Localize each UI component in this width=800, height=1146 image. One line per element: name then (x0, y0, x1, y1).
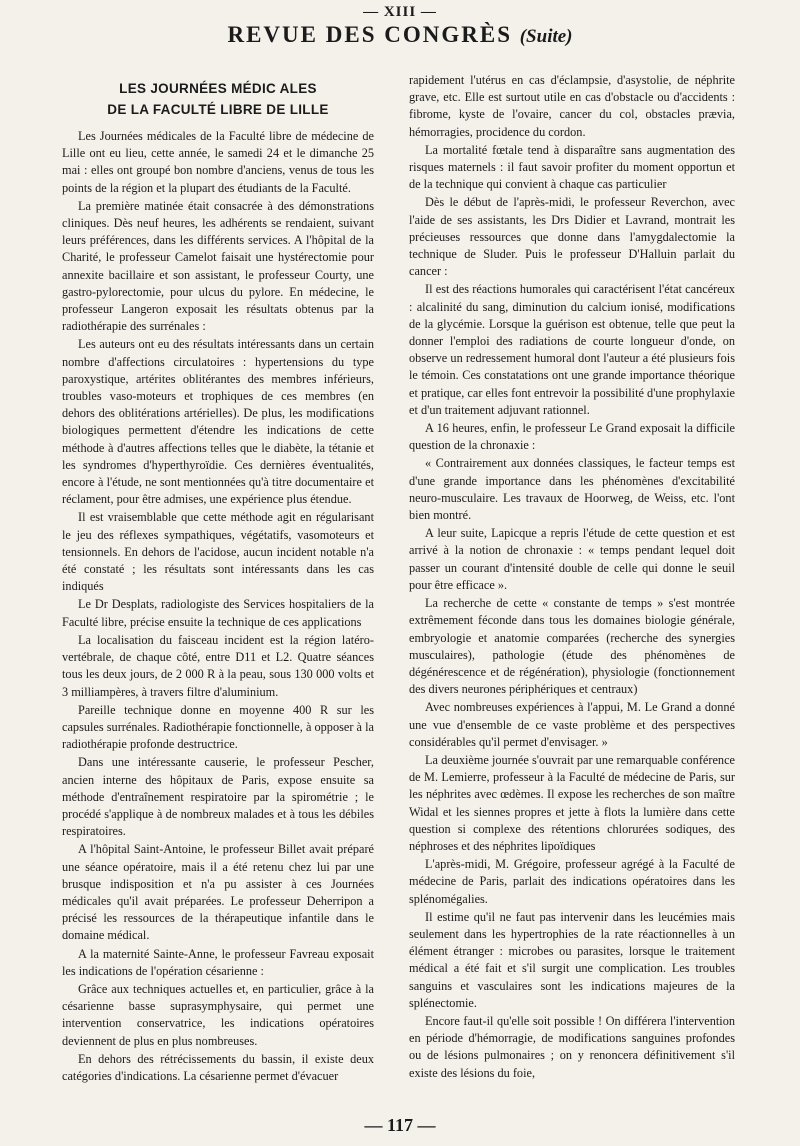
paragraph: Les Journées médicales de la Faculté libre de médecine de Lille ont eu lieu, cette année, le samedi 24 et le dimanche 25 mai : elles ont groupé bon nombre d'anciens, venus de tous les points de la région et la plupart des étudiants de la Faculté. (62, 129, 374, 195)
article-title-line1: LES JOURNÉES MÉDIC ALES (119, 81, 317, 96)
right-column (409, 72, 735, 1106)
paragraph: Les auteurs ont eu des résultats intéressants dans un certain nombre d'affections circulatoires : hypertensions du type paroxystique, artérites oblitérantes des membres inférieurs, troubles vaso-moteurs et trophiques de ces membres (en dehors des oblitérations artérielles). De plus, les modifications biologiques permettent d'étendre les indications de cette méthode à d'autres affections telles que le diabète, la tétanie et les syndromes d'hyperthyroïdie. Ces dernières éventualités, encore à l'étude, ne sont mentionnées qu'à titre documentaire et réclament, pour être admises, une expérience plus étendue. (62, 337, 374, 507)
left-column (62, 78, 374, 1106)
paragraph: En dehors des rétrécissements du bassin, il existe deux catégories d'indications. La césarienne permet d'évacuer (62, 1051, 374, 1083)
paragraph: La recherche de cette « constante de temps » s'est montrée extrêmement féconde dans tous les domaines biologie générale, embryologie et anatomie comparées (recherche des synergies musculaires), pathologie (étude des phénomènes de dégénérescence et de régénération), physiologie (fonctionnement des divers neurones périphériques et centraux) (409, 596, 735, 697)
paragraph: La deuxième journée s'ouvrait par une remarquable conférence de M. Lemierre, professeur à la Faculté de médecine de Paris, sur les néphrites avec œdèmes. Il expose les recherches de son maître Widal et les siennes propres et jette à flots la lumière dans cette question si complexe des rétentions chlorurées sodiques, des néphroses et des néphrites lipoïdiques (409, 752, 735, 853)
paragraph: La première matinée était consacrée à des démonstrations cliniques. Dès neuf heures, les adhérents se rendaient, suivant leurs préférences, dans les différents services. A l'hôpital de la Charité, le professeur Camelot faisait une hystérectomie pour annexite bacillaire et son assistant, le professeur Courty, une gastro-pylorectomie, pour ulcus du pylore. En médecine, le professeur Langeron exposait les résultats obtenus par la radiothérapie des surrénales : (62, 198, 374, 334)
article-title-line2: DE LA FACULTÉ LIBRE DE LILLE (107, 102, 329, 117)
paragraph: La mortalité fœtale tend à disparaître sans augmentation des risques maternels : il faut savoir profiter du moment opportun et de la technique qui convient à chaque cas particulier (409, 142, 735, 192)
paragraph: Encore faut-il qu'elle soit possible ! On différera l'intervention en période d'hémorragie, de modifications sanguines profondes ou de lésions pulmonaires ; on y renoncera définitivement s'il existe des lésions du foie, (409, 1013, 735, 1080)
paragraph: A 16 heures, enfin, le professeur Le Grand exposait la difficile question de la chronaxie : (409, 421, 735, 453)
paragraph: A leur suite, Lapicque a repris l'étude de cette question et est arrivé à la notion de chronaxie : « temps pendant lequel doit passer un courant d'intensité double de celle qui donne le seuil pour être efficace ». (409, 526, 735, 592)
paragraph: Grâce aux techniques actuelles et, en particulier, grâce à la césarienne basse suprasymphysaire, qui permet une intervention conservatrice, les indications opératoires deviennent de plus en plus nombreuses. (62, 981, 374, 1048)
paragraph: Il est des réactions humorales qui caractérisent l'état cancéreux : alcalinité du sang, diminution du calcium ionisé, modifications de la glycémie. Lorsque la guérison est obtenue, telle que peut la donner l'emploi des radiations de courte longueur d'onde, on observe un redressement humoral dont l'auteur a été plusieurs fois le témoin. Ces constatations ont une grande importance théorique et pratique, car elles font entrevoir la possibilité d'une prophylaxie et d'un traitement adjuvant rationnel. (409, 282, 735, 417)
paragraph: « Contrairement aux données classiques, le facteur temps est d'une grande importance dans les phénomènes d'excitabilité neuro-musculaire. Les travaux de Hoorweg, de Weiss, etc. l'ont bien montré. (409, 456, 735, 523)
page-number-bottom: — 117 — (364, 1115, 436, 1135)
page-header (0, 22, 800, 48)
paragraph: Avec nombreuses expériences à l'appui, M. Le Grand a donné une vue d'ensemble de ce vaste problème et des perspectives considérables qu'il permet d'envisager. » (409, 700, 735, 749)
page-number-top: — XIII — (363, 4, 437, 20)
article-title (62, 78, 374, 120)
paragraph: Le Dr Desplats, radiologiste des Services hospitaliers de la Faculté libre, précise ensuite la technique de ces applications (62, 597, 374, 629)
paragraph: A la maternité Sainte-Anne, le professeur Favreau exposait les indications de l'opération césarienne : (62, 946, 374, 978)
paragraph: La localisation du faisceau incident est la région latéro-vertébrale, de chaque côté, entre D11 et L2. Quatre séances tous les deux jours, de 2 000 R à la peau, sous 130 000 volts et 3 milliampères, à travers filtre d'aluminium. (62, 632, 374, 699)
header-suite: (Suite) (519, 26, 573, 47)
paragraph: Il estime qu'il ne faut pas intervenir dans les leucémies mais seulement dans les hypertrophies de la rate réactionnelles à un élément étranger : microbes ou parasites, lorsque le traitement médical a été fait et s'il surgit une complication. Les troubles sanguins et vasculaires sont les indications majeures de la splénectomie. (409, 909, 735, 1010)
paragraph: Pareille technique donne en moyenne 400 R sur les capsules surrénales. Radiothérapie fonctionnelle, à opposer à la radiothérapie profonde destructrice. (62, 702, 374, 752)
header-title: REVUE DES CONGRÈS (227, 22, 512, 47)
paragraph: A l'hôpital Saint-Antoine, le professeur Billet avait préparé une séance opératoire, mais il a été retenu chez lui par une brusque indisposition et n'a pu assister à ces Journées médicales qu'il avait préparées. Le professeur Deherripon a précisé les ressources de la thérapeutique infantile dans le domaine médical. (62, 842, 374, 943)
paragraph: Dans une intéressante causerie, le professeur Pescher, ancien interne des hôpitaux de Paris, expose ensuite sa méthode d'entraînement respiratoire par la spirométrie ; le procédé s'applique à de nombreux malades et à tous les débiles respiratoires. (62, 755, 374, 839)
paragraph: Dès le début de l'après-midi, le professeur Reverchon, avec l'aide de ses assistants, les Drs Didier et Lavrand, montrait les précieuses ressources que donne dans l'amygdalectomie la technique de Sluder. Puis le professeur D'Halluin parlait du cancer : (409, 195, 735, 279)
paragraph: rapidement l'utérus en cas d'éclampsie, d'asystolie, de néphrite grave, etc. Elle est surtout utile en cas d'obstacle ou d'accidents : fibrome, kyste de l'ovaire, cancer du col, obstacles prævia, hémorragies, procidence du cordon. (409, 73, 735, 139)
paragraph: L'après-midi, M. Grégoire, professeur agrégé à la Faculté de médecine de Paris, parlait des indications opératoires dans les splénomégalies. (409, 857, 735, 906)
paragraph: Il est vraisemblable que cette méthode agit en régularisant le jeu des réflexes sympathiques, végétatifs, vasomoteurs et tensionnels. En dehors de l'acidose, aucun incident notable n'a été constaté ; les résultats sont intéressants dans les cas indiqués (62, 510, 374, 594)
